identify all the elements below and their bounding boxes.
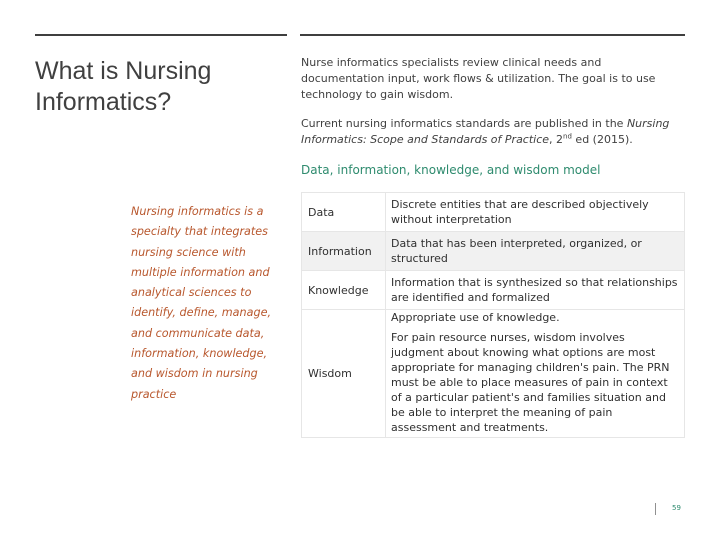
- footer-divider: [655, 503, 656, 515]
- page-number: 59: [672, 504, 681, 512]
- standards-paragraph: [301, 116, 681, 148]
- definition-information: Data that has been interpreted, organized, or structured: [386, 232, 685, 271]
- table-row-wisdom: [302, 310, 685, 438]
- standards-edition-prefix: , 2: [549, 133, 564, 146]
- slide-title: What is Nursing Informatics?: [35, 57, 212, 116]
- term-wisdom: Wisdom: [302, 310, 386, 438]
- standards-edition-sup: nd: [563, 132, 572, 141]
- title-divider-right: [300, 34, 685, 36]
- definition-wisdom: For pain resource nurses, wisdom involves judgment about knowing what options are most appropriate for managing children's pain. The PRN must be able to place measures of pain in context of a particular patient's and families situation and be able to interpret the meaning of pain assessment and treatments.: [391, 331, 670, 434]
- standards-book-title: Nursing Informatics: Scope and Standards of Practice: [301, 117, 670, 146]
- model-heading: Data, information, knowledge, and wisdom model: [301, 163, 601, 177]
- dikw-model-table: [301, 192, 685, 438]
- standards-edition-suffix: ed (2015).: [571, 133, 633, 146]
- wisdom-lead: Appropriate use of knowledge.: [391, 311, 560, 324]
- standards-prefix: Current nursing informatics standards are published in the: [301, 117, 627, 130]
- definition-data: Discrete entities that are described objectively without interpretation: [386, 193, 685, 232]
- table-row-knowledge: [302, 271, 685, 310]
- table-row-information: [302, 232, 685, 271]
- definition-quote: Nursing informatics is a specialty that integrates nursing science with multiple information and analytical sciences to identify, define, manage, and communicate data, information, knowledge, and wisdom in nursing practice: [131, 205, 272, 401]
- term-data: Data: [302, 193, 386, 232]
- intro-paragraph: Nurse informatics specialists review clinical needs and documentation input, work flows & utilization. The goal is to use technology to gain wisdom.: [301, 56, 656, 101]
- table-row-data: [302, 193, 685, 232]
- title-divider-left: [35, 34, 287, 36]
- term-information: Information: [302, 232, 386, 271]
- definition-wisdom-cell: [386, 310, 685, 438]
- definition-knowledge: Information that is synthesized so that relationships are identified and formalized: [386, 271, 685, 310]
- term-knowledge: Knowledge: [302, 271, 386, 310]
